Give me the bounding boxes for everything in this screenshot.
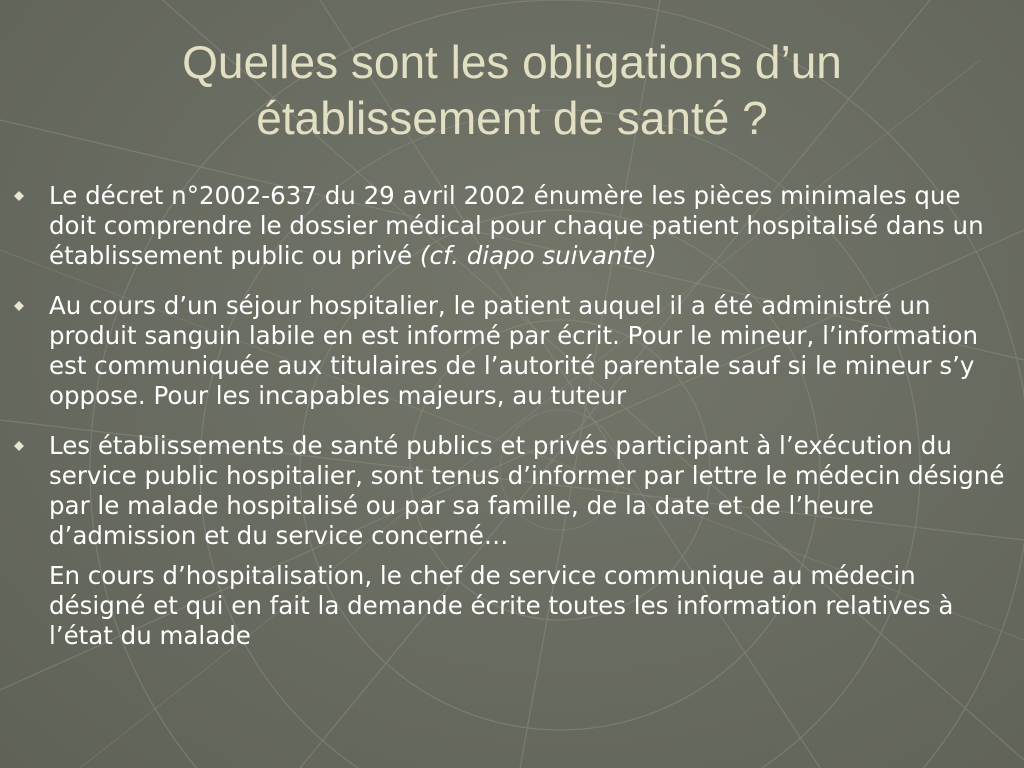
continuation-text: En cours d’hospitalisation, le chef de service communique au médecin désigné et qui en fait la demande écrite toutes les information relatives à l’état du malade [49, 561, 954, 650]
bullet-item [12, 181, 1014, 271]
bullet-item [12, 431, 1014, 551]
slide-title: Quelles sont les obligations d’un établissement de santé ? [182, 36, 842, 144]
diamond-bullet-icon [14, 191, 24, 201]
bullet-text: Le décret n°2002-637 du 29 avril 2002 énumère les pièces minimales que doit comprendre le dossier médical pour chaque patient hospitalisé dans un établissement public ou privé [49, 181, 984, 270]
bullet-italic-reference: (cf. diapo suivante) [419, 241, 657, 270]
diamond-bullet-icon [14, 441, 24, 451]
bullet-item [12, 291, 1014, 411]
diamond-bullet-icon [14, 301, 24, 311]
bullet-list [12, 181, 1014, 671]
bullet-continuation [12, 561, 1014, 651]
bullet-text: Les établissements de santé publics et privés participant à l’exécution du service public hospitalier, sont tenus d’informer par lettre le médecin désigné par le malade hospitalisé ou par sa famille, de la date et de l’heure d’admission et du service concerné… [49, 431, 1005, 550]
bullet-text: Au cours d’un séjour hospitalier, le patient auquel il a été administré un produit sanguin labile en est informé par écrit. Pour le mineur, l’information est communiquée aux titulaires de l’autorité parentale sauf si le mineur s’y oppose. Pour les incapables majeurs, au tuteur [49, 291, 979, 410]
